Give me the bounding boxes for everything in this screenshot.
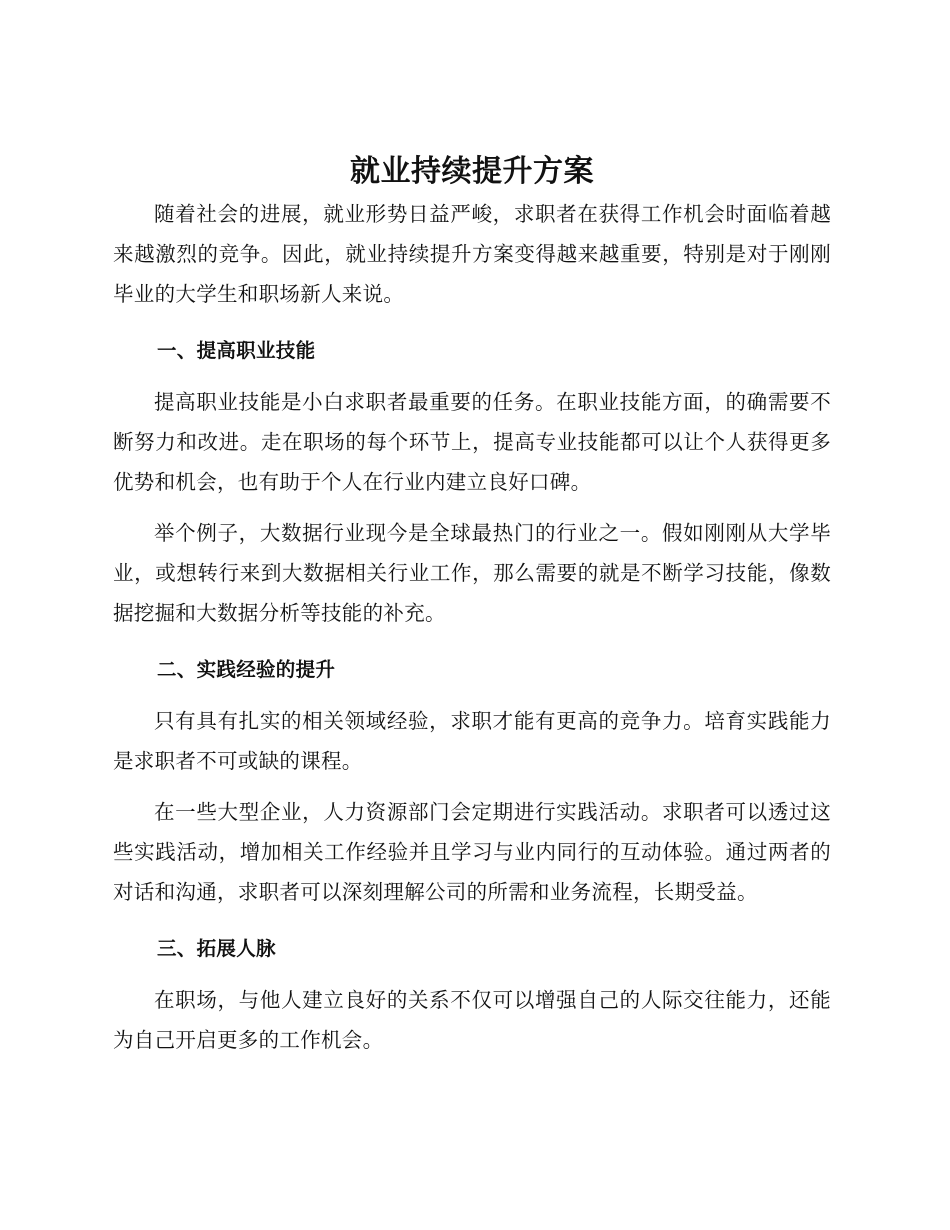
- section-paragraph: 只有具有扎实的相关领域经验，求职才能有更高的竞争力。培育实践能力是求职者不可或缺的课程。: [113, 709, 831, 773]
- section-heading-experience: 二、实践经验的提升: [157, 658, 336, 681]
- intro-paragraph: 随着社会的进展，就业形势日益严峻，求职者在获得工作机会时面临着越来越激烈的竞争。因此，就业持续提升方案变得越来越重要，特别是对于刚刚毕业的大学生和职场新人来说。: [113, 202, 831, 306]
- section-heading-skills: 一、提高职业技能: [157, 339, 316, 362]
- section-paragraph: 在一些大型企业，人力资源部门会定期进行实践活动。求职者可以透过这些实践活动，增加相关工作经验并且学习与业内同行的互动体验。通过两者的对话和沟通，求职者可以深刻理解公司的所需和业务流程，长期受益。: [113, 800, 831, 904]
- section-paragraph: 在职场，与他人建立良好的关系不仅可以增强自己的人际交往能力，还能为自己开启更多的工作机会。: [113, 988, 831, 1052]
- section-paragraph: 举个例子，大数据行业现今是全球最热门的行业之一。假如刚刚从大学毕业，或想转行来到大数据相关行业工作，那么需要的就是不断学习技能，像数据挖掘和大数据分析等技能的补充。: [113, 521, 831, 625]
- document-title: 就业持续提升方案: [350, 154, 594, 189]
- section-heading-network: 三、拓展人脉: [157, 937, 276, 960]
- section-paragraph: 提高职业技能是小白求职者最重要的任务。在职业技能方面，的确需要不断努力和改进。走在职场的每个环节上，提高专业技能都可以让个人获得更多优势和机会，也有助于个人在行业内建立良好口碑。: [113, 390, 831, 494]
- document-body: [113, 150, 831, 1060]
